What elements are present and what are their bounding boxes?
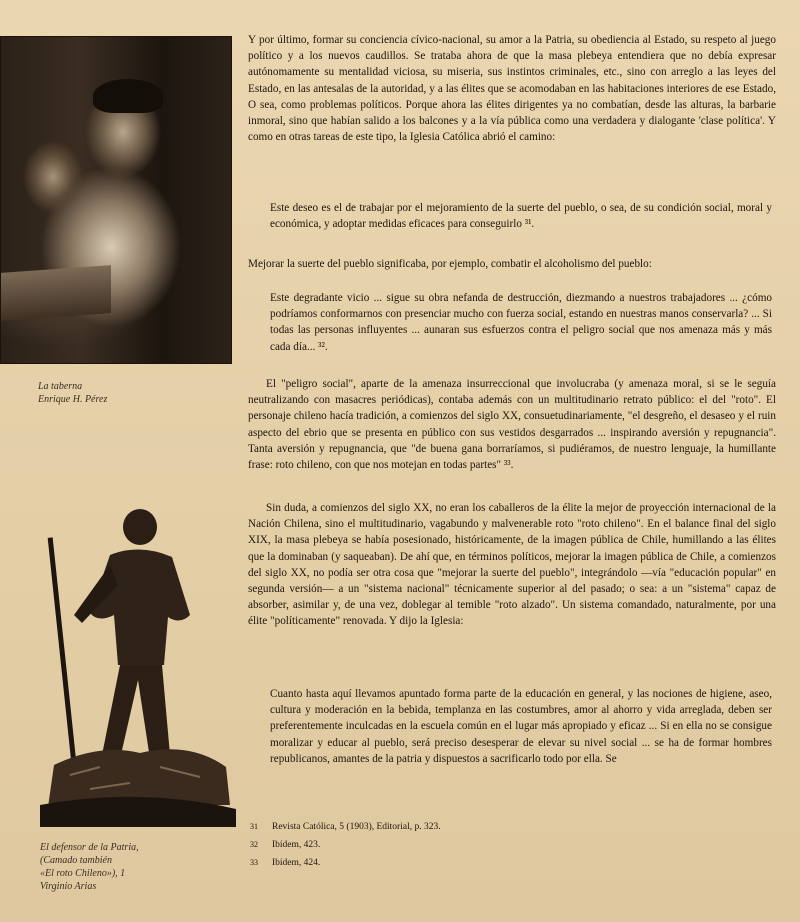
main-text-block-3 — [248, 256, 776, 272]
main-text-block-6 — [248, 500, 776, 630]
figure-caption — [40, 841, 139, 893]
figure-caption-line: El defensor de la Patria, — [40, 842, 139, 853]
footnote — [250, 856, 320, 870]
main-text-block-5 — [248, 376, 776, 473]
photo-caption-author: Enrique H. Pérez — [38, 394, 108, 405]
footnote-number: 31 — [250, 822, 258, 831]
paragraph-1: Y por último, formar su conciencia cívico-nacional, su amor a la Patria, su obediencia al Estado, su respeto al juego político y a los nuevos caudillos. Se trataba ahora de que la masa plebeya entendiera que no debía expresar autónomamente su mentalidad viciosa, su miseria, sus instintos criminales, etc., sino con arreglo a las leyes del Estado, en las antesalas de la autoridad, y a las élites que se acomodaban en las habitaciones interiores de ese Estado, O sea, como problemas políticos. Porque ahora las élites dirigentes ya no combatían, desde las alturas, la barbarie inmoral, sino que habían salido a los balcones y a la vía pública como una verdadera y dialogante 'clase política'. Y como en otras tareas de este tipo, la Iglesia Católica abrió el camino: — [248, 34, 776, 144]
block-quote-3: Cuanto hasta aquí llevamos apuntado forma parte de la educación en general, y las nociones de higiene, aseo, cultura y moderación en la bebida, templanza en las costumbres, amor al ahorro y vida arreglada, deben ser preferentemente inculcadas en la escuela común en el lugar más apropiado y eficaz ... Si en ella no se consigue moralizar y educar al pueblo, será preciso desesperar de elevar su nivel social ... se ha de formar hombres republicanos, amantes de la patria y dispuestos a sacrificarlo todo por ella. Se — [270, 688, 772, 765]
block-quote-1: Este deseo es el de trabajar por el mejoramiento de la suerte del pueblo, o sea, de su condición social, moral y económica, y adoptar medidas eficaces para conseguirlo ³¹. — [270, 202, 772, 231]
figure-caption-author: Virginio Arias — [40, 881, 97, 892]
paragraph-2: Mejorar la suerte del pueblo significaba, por ejemplo, combatir el alcoholismo del pueblo: — [248, 258, 652, 270]
footnote — [250, 820, 441, 834]
hat-shape — [93, 79, 163, 113]
footnote — [250, 838, 320, 852]
photo-caption-title: La taberna — [38, 381, 83, 392]
block-quote-2: Este degradante vicio ... sigue su obra nefanda de destrucción, diezmando a nuestros trabajadores ... ¿cómo podríamos conformarnos con presenciar mucho con fuerza social, estando en nuestras manos conservarla? ... Si todas las personas influyentes ... aunaran sus esfuerzos contra el peligro social que nos amenaza más y más cada día... ³². — [270, 292, 772, 353]
paragraph-4: Sin duda, a comienzos del siglo XX, no eran los caballeros de la élite la mejor de proyección internacional de la Nación Chilena, sino el multitudinario, vagabundo y malvenerable roto "roto chileno". En el balance final del siglo XIX, la masa plebeya se había posesionado, históricamente, de la imagen pública de Chile, humillando a las élites que la dominaban (y saqueaban). De ahí que, en términos políticos, mejorar la imagen pública de Chile, a comienzos del siglo XX, no podía ser otra cosa que "mejorar la suerte del pueblo", integrándolo —vía "educación popular" en segunda versión— a un "sistema nacional" técnicamente superior al del pasado; o sea: a un "sistema" capaz de absorber, asimilar y, de una vez, doblegar al temible "roto alzado". Un sistema comandado, naturalmente, por una élite "políticamente" renovada. Y dijo la Iglesia: — [248, 502, 776, 628]
photo-caption — [38, 380, 107, 406]
main-text-block-2 — [248, 200, 776, 232]
figure-caption-line: «El roto Chileno»), 1 — [40, 868, 126, 879]
main-text-block-1 — [248, 32, 776, 145]
table-shape — [1, 265, 111, 321]
footnote-number: 33 — [250, 858, 258, 867]
footnote-text: Ibídem, 424. — [272, 858, 321, 868]
paragraph-3: El "peligro social", aparte de la amenaza insurreccional que involucraba (y amenaza moral, si se le seguía neutralizando con masacres periódicas), contaba además con un multitudinario retrato público: el del "roto". El personaje chileno hacía tradición, a comienzos del siglo XX, consuetudinariamente, "el desgreño, el desaseo y el ruin aspecto del ebrio que se presenta en público con sus vestidos desgarrados ... inspirando aversión y repugnancia". Tanta aversión y repugnancia, que "de buena gana borraríamos, si pudiéramos, de nuestro lenguaje, la humillante frase: roto chileno, con que nos motejan en todas partes" ³³. — [248, 378, 776, 472]
roto-statue-illustration — [40, 505, 236, 835]
main-text-block-7 — [248, 686, 776, 767]
tavern-photograph — [0, 36, 232, 364]
figure-caption-line: (Camado también — [40, 855, 112, 866]
footnote-number: 32 — [250, 840, 258, 849]
footnote-text: Ibídem, 423. — [272, 840, 321, 850]
main-text-block-4 — [248, 290, 776, 355]
footnote-text: Revista Católica, 5 (1903), Editorial, p. 323. — [272, 822, 441, 832]
